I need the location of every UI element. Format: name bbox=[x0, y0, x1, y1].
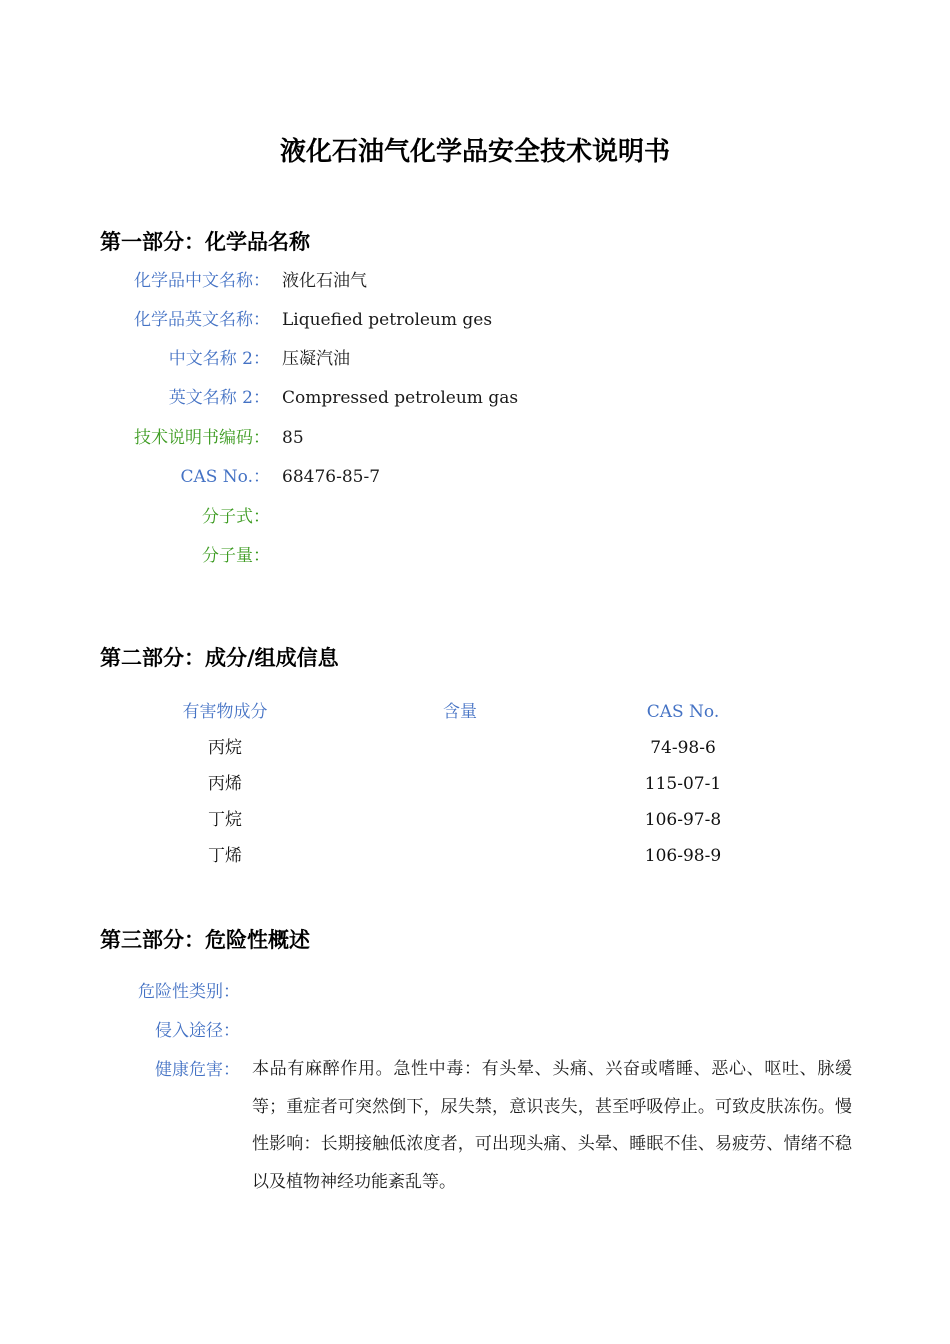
table-row bbox=[100, 730, 860, 766]
table-row bbox=[100, 838, 860, 874]
field-cas-no bbox=[100, 462, 860, 492]
cell-cas: 106-97-8 bbox=[644, 810, 722, 830]
field-value: 85 bbox=[282, 428, 304, 448]
field-value: Compressed petroleum gas bbox=[282, 388, 519, 408]
part1-heading: 第一部分：化学品名称 bbox=[100, 230, 310, 254]
cell-cas: 106-98-9 bbox=[644, 846, 722, 866]
cell-component: 丙烷 bbox=[208, 738, 242, 758]
field-label: 化学品英文名称： bbox=[134, 310, 270, 330]
document-title: 液化石油气化学品安全技术说明书 bbox=[279, 137, 670, 167]
field-value: 压凝汽油 bbox=[282, 349, 350, 369]
health-hazard-text: 本品有麻醉作用。急性中毒：有头晕、头痛、兴奋或嗜睡、恶心、呕吐、脉缓等；重症者可突然倒下，尿失禁，意识丧失，甚至呼吸停止。可致皮肤冻伤。慢性影响：长期接触低浓度者，可出现头痛、头晕、睡眠不佳、易疲劳、情绪不稳以及植物神经功能紊乱等。 bbox=[252, 1059, 852, 1192]
field-label: 分子式： bbox=[202, 507, 270, 527]
table-row bbox=[100, 766, 860, 802]
cell-cas: 74-98-6 bbox=[650, 738, 716, 758]
health-hazard-label: 健康危害： bbox=[155, 1060, 240, 1080]
table-row bbox=[100, 802, 860, 838]
field-english-name bbox=[100, 305, 860, 335]
field-label: 分子量： bbox=[202, 546, 270, 566]
field-english-name-2 bbox=[100, 383, 860, 413]
field-label: CAS No.： bbox=[180, 467, 270, 487]
field-value: 液化石油气 bbox=[282, 271, 367, 291]
field-value: 68476-85-7 bbox=[282, 467, 381, 487]
field-molecular-weight bbox=[100, 541, 860, 571]
field-value: Liquefied petroleum ges bbox=[282, 310, 493, 330]
cell-cas: 115-07-1 bbox=[644, 774, 722, 794]
field-label: 中文名称 2： bbox=[168, 349, 270, 369]
part2-heading: 第二部分：成分/组成信息 bbox=[100, 646, 339, 670]
cell-component: 丁烯 bbox=[208, 846, 242, 866]
composition-table bbox=[100, 694, 860, 874]
cell-component: 丙烯 bbox=[208, 774, 242, 794]
route-label: 侵入途径： bbox=[155, 1021, 240, 1041]
field-molecular-formula bbox=[100, 502, 860, 532]
table-header-row bbox=[100, 694, 860, 730]
column-header-content: 含量 bbox=[443, 702, 477, 722]
field-label: 技术说明书编码： bbox=[134, 428, 270, 448]
field-label: 化学品中文名称： bbox=[134, 271, 270, 291]
column-header-component: 有害物成分 bbox=[182, 702, 268, 722]
field-spec-code bbox=[100, 423, 860, 453]
field-chinese-name bbox=[100, 266, 860, 296]
cell-component: 丁烷 bbox=[208, 810, 242, 830]
part3-heading: 第三部分：危险性概述 bbox=[100, 928, 310, 952]
field-label: 英文名称 2： bbox=[168, 388, 270, 408]
hazard-class-label: 危险性类别： bbox=[138, 982, 240, 1002]
column-header-cas: CAS No. bbox=[646, 702, 720, 722]
field-chinese-name-2 bbox=[100, 344, 860, 374]
